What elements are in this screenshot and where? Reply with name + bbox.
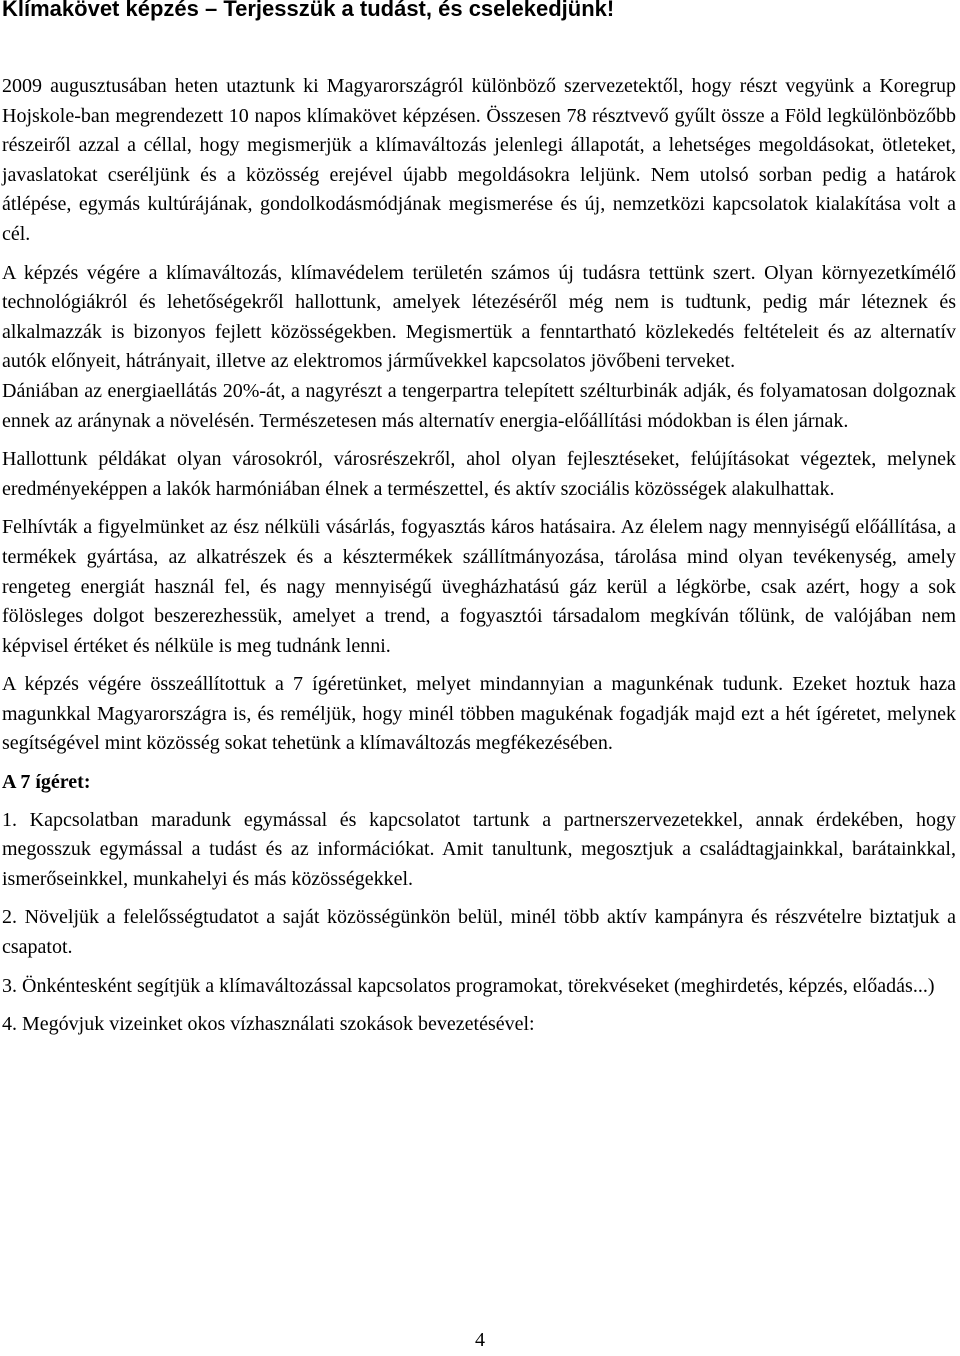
paragraph-cities-examples: Hallottunk példákat olyan városokról, városrészekről, ahol olyan fejlesztéseket, felújításokat végeztek, melynek eredményeképpen a lakók harmóniában élnek a természettel, és aktív szociális közösségek alakulhattak. (2, 448, 956, 500)
document-body (2, 72, 956, 1049)
paragraph-seven-promises-intro: A képzés végére összeállítottuk a 7 ígéretünket, melyet mindannyian a magunkénak tudunk. Ezeket hoztuk haza magunkkal Magyarországra is, és reméljük, hogy minél többen magukénak fogadják majd ezt a hét ígéretet, melynek segítségével mint közösség sokat tehetünk a klímaváltozás megfékezésében. (2, 673, 956, 755)
paragraph-training-intro: 2009 augusztusában heten utaztunk ki Magyarországról különböző szervezetektől, hogy részt vegyünk a Koregrup Hojskole-ban megrendezett 10 napos klímakövet képzésen. Összesen 78 résztvevő gyűlt össze a Föld legkülönbözőbb részeiről azzal a céllal, hogy megismerjük a klímaváltozás jelenlegi állapotát, a lehetséges megoldásokat, ötleteket, javaslatokat cseréljünk és a közösség erejével újabb megoldásokra leljünk. Nem utolsó sorban pedig a határok átlépése, egymás kultúrájának, gondolkodásmódjának megismerése és új, nemzetközi kapcsolatok kialakítása volt a cél. (2, 75, 956, 245)
paragraph-consumption: Felhívták a figyelmünket az ész nélküli vásárlás, fogyasztás káros hatásaira. Az élelem nagy mennyiségű előállítása, a termékek gyártása, az alkatrészek és a késztermékek szállítmányozása, tárolása mind olyan tevékenység, amely rengeteg energiát használ fel, és nagy mennyiségű üvegházhatású gáz kerül a légkörbe, csak azért, hogy a sok fölösleges dolgot beszerezhessük, amelyet a trend, a fogyasztói társadalom megkíván tőlünk, de valójában nem képvisel értéket és nélküle is meg tudnánk lenni. (2, 516, 956, 657)
promise-item-2: 2. Növeljük a felelősségtudatot a saját közösségünkön belül, minél több aktív kampányra és részvételre biztatjuk a csapatot. (2, 906, 956, 959)
paragraph-new-knowledge: A képzés végére a klímaváltozás, klímavédelem területén számos új tudásra tettünk szert. Olyan környezetkímélő technológiákról és lehetőségekről hallottunk, amelyek létezéséről még nem is tudtunk, pedig már léteznek és alkalmazzák is bizonyos fejlett közösségekben. Megismertük a fenntartható közlekedés feltételeit és az alternatív autók előnyeit, hátrányait, illetve az elektromos járművekkel kapcsolatos jövőbeni terveket. (2, 261, 956, 373)
promise-item-1: 1. Kapcsolatban maradunk egymással és kapcsolatot tartunk a partnerszervezetekkel, annak érdekében, hogy megosszuk egymással a tudást és az információkat. Amit tanultunk, megosztjuk a családtagjainkkal, barátainkkal, ismerőseinkkel, munkahelyi és más közösségekkel. (2, 808, 956, 890)
document-title: Klímakövet képzés – Terjesszük a tudást, és cselekedjünk! (2, 0, 615, 21)
promise-item-3: 3. Önkéntesként segítjük a klímaváltozással kapcsolatos programokat, törekvéseket (meghirdetés, képzés, előadás...) (2, 974, 935, 997)
page-number: 4 (475, 1329, 485, 1351)
promise-item-4: 4. Megóvjuk vizeinket okos vízhasználati szokások bevezetésével: (2, 1013, 535, 1036)
promises-heading: A 7 ígéret: (2, 771, 91, 794)
paragraph-denmark-energy: Dániában az energiaellátás 20%-át, a nagyrészt a tengerpartra telepített szélturbinák adják, és folyamatosan dolgoznak ennek az aránynak a növelésén. Természetesen más alternatív energia-előállítási módokban is élen járnak. (2, 379, 956, 432)
